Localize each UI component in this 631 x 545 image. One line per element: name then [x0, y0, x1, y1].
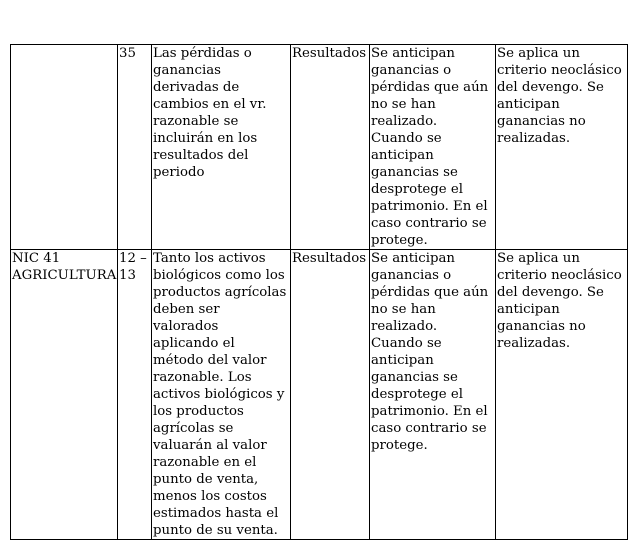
- table-row: [11, 45, 628, 250]
- affects-cell: Resultados: [291, 250, 370, 540]
- paragraph-number-cell: 35: [118, 45, 152, 250]
- treatment-cell: Tanto los activos biológicos como los productos agrícolas deben ser valorados aplicando el método del valor razonable. Los activos biológicos y los productos agrícolas se valuarán al valor razonable en el punto de venta, menos los costos estimados hasta el punto de su venta.: [152, 250, 291, 540]
- treatment-cell: Las pérdidas o ganancias derivadas de cambios en el vr. razonable se incluirán en los resultados del periodo: [152, 45, 291, 250]
- affects-cell: Resultados: [291, 45, 370, 250]
- table-row: [11, 250, 628, 540]
- standard-cell: [11, 45, 118, 250]
- standard-cell: NIC 41 AGRICULTURA: [11, 250, 118, 540]
- criterion-cell: Se aplica un criterio neoclásico del devengo. Se anticipan ganancias no realizadas.: [496, 250, 628, 540]
- paragraph-number-cell: 12 – 13: [118, 250, 152, 540]
- effect-cell: Se anticipan ganancias o pérdidas que aún no se han realizado. Cuando se anticipan ganancias se desprotege el patrimonio. En el caso contrario se protege.: [370, 45, 496, 250]
- criterion-cell: Se aplica un criterio neoclásico del devengo. Se anticipan ganancias no realizadas.: [496, 45, 628, 250]
- effect-cell: Se anticipan ganancias o pérdidas que aún no se han realizado. Cuando se anticipan ganancias se desprotege el patrimonio. En el caso contrario se protege.: [370, 250, 496, 540]
- accounting-standards-table: [10, 44, 628, 540]
